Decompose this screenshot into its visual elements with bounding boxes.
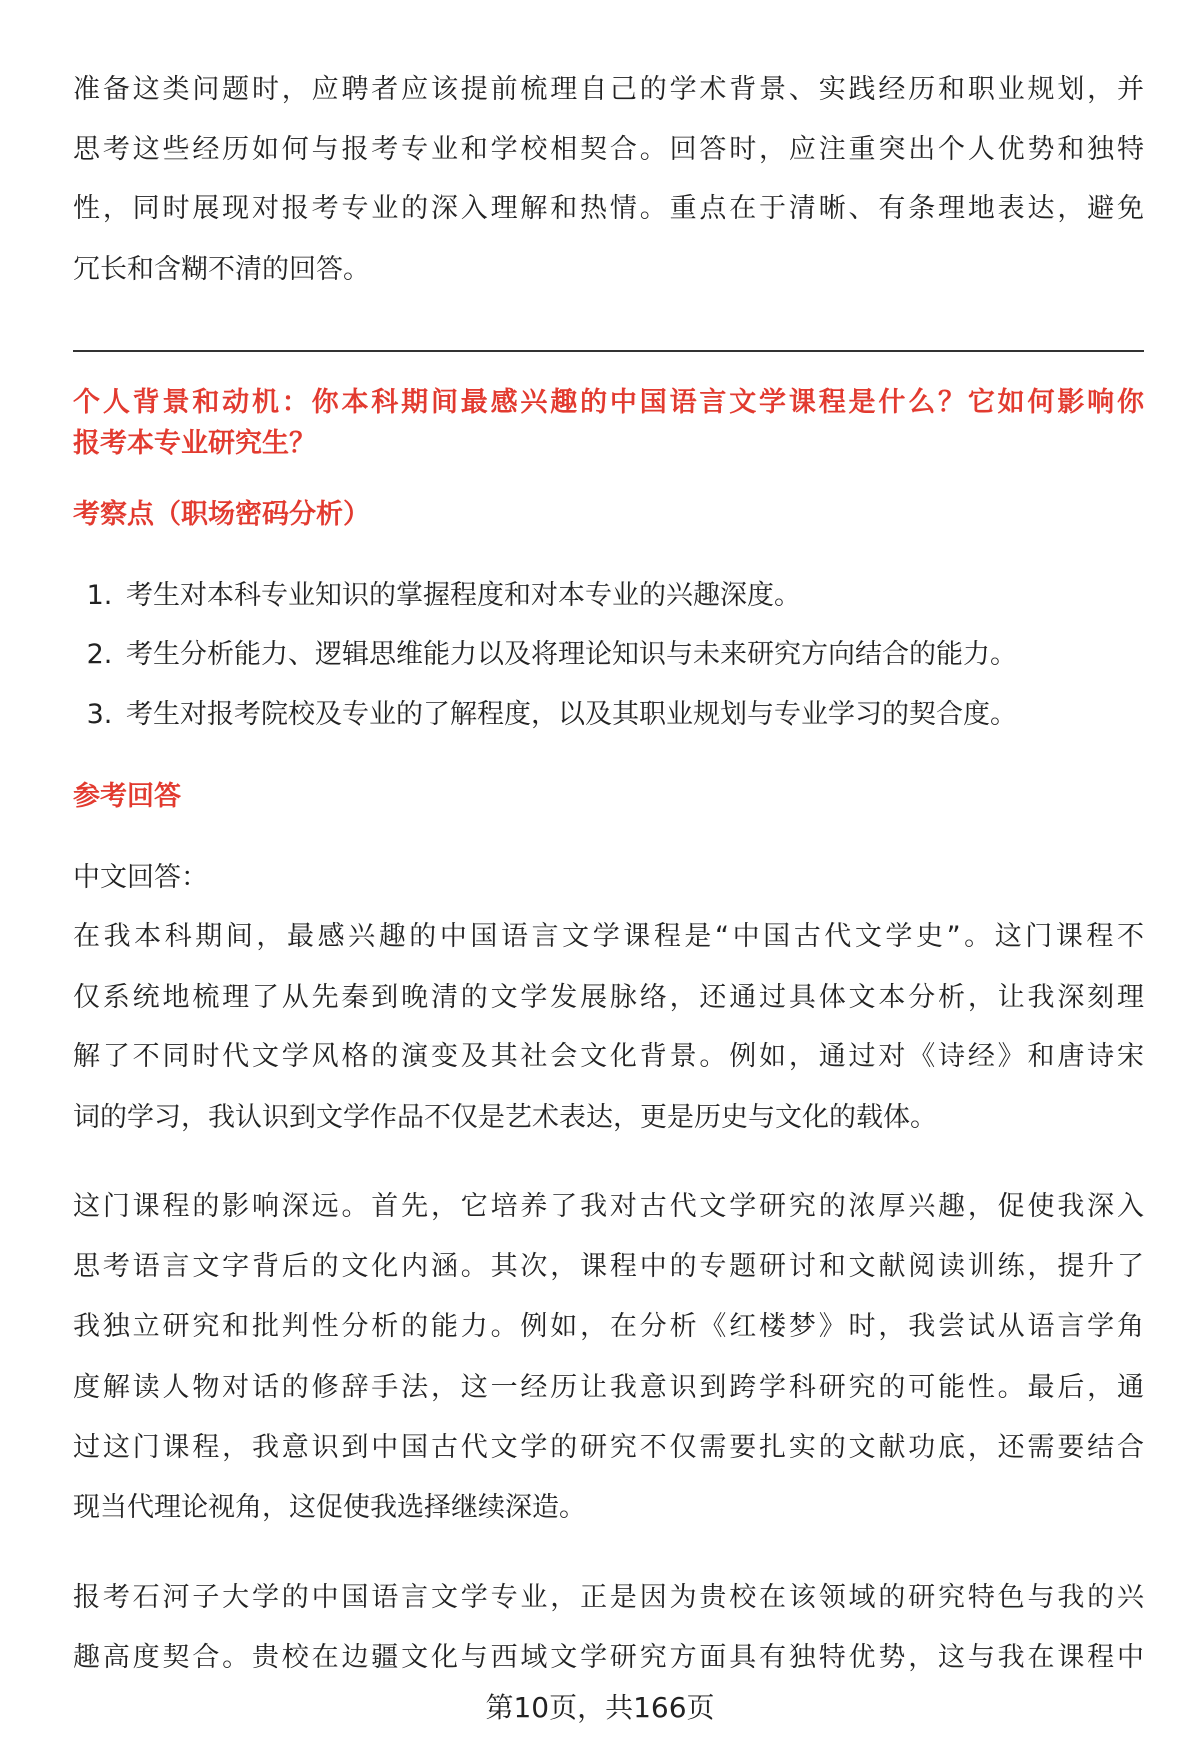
list-text: 考生对报考院校及专业的了解程度，以及其职业规划与专业学习的契合度。 [126, 699, 1017, 730]
answer-heading: 参考回答 [73, 781, 181, 812]
answer-line: 现当代理论视角，这促使我选择继续深造。 [73, 1492, 586, 1523]
answer-line: 我独立研究和批判性分析的能力。例如，在分析《红楼梦》时，我尝试从语言学角 [73, 1311, 1144, 1342]
intro-line: 准备这类问题时，应聘者应该提前梳理自己的学术背景、实践经历和职业规划，并 [73, 74, 1144, 105]
answer-line: 词的学习，我认识到文学作品不仅是艺术表达，更是历史与文化的载体。 [73, 1102, 937, 1133]
divider [73, 350, 1144, 352]
answer-label: 中文回答： [73, 862, 208, 893]
question-heading: 报考本专业研究生？ [73, 428, 316, 459]
question-heading: 个人背景和动机：你本科期间最感兴趣的中国语言文学课程是什么？它如何影响你 [73, 387, 1144, 418]
list-number: 2. [86, 639, 113, 670]
answer-line: 仅系统地梳理了从先秦到晚清的文学发展脉络，还通过具体文本分析，让我深刻理 [73, 982, 1144, 1013]
answer-line: 过这门课程，我意识到中国古代文学的研究不仅需要扎实的文献功底，还需要结合 [73, 1432, 1144, 1463]
analysis-list-item [73, 566, 801, 626]
page-footer: 第10页，共166页 [485, 1691, 715, 1724]
intro-line: 冗长和含糊不清的回答。 [73, 254, 370, 285]
answer-line: 在我本科期间，最感兴趣的中国语言文学课程是“中国古代文学史”。这门课程不 [73, 921, 1144, 952]
intro-line: 思考这些经历如何与报考专业和学校相契合。回答时，应注重突出个人优势和独特 [73, 134, 1144, 165]
intro-line: 性，同时展现对报考专业的深入理解和热情。重点在于清晰、有条理地表达，避免 [73, 193, 1144, 224]
answer-line: 报考石河子大学的中国语言文学专业，正是因为贵校在该领域的研究特色与我的兴 [73, 1582, 1144, 1613]
answer-line: 度解读人物对话的修辞手法，这一经历让我意识到跨学科研究的可能性。最后，通 [73, 1372, 1144, 1403]
analysis-list-item [73, 625, 1017, 685]
answer-line: 趣高度契合。贵校在边疆文化与西域文学研究方面具有独特优势，这与我在课程中 [73, 1642, 1144, 1673]
list-number: 3. [86, 699, 113, 730]
answer-line: 解了不同时代文学风格的演变及其社会文化背景。例如，通过对《诗经》和唐诗宋 [73, 1041, 1144, 1072]
list-text: 考生对本科专业知识的掌握程度和对本专业的兴趣深度。 [126, 580, 801, 611]
answer-line: 思考语言文字背后的文化内涵。其次，课程中的专题研讨和文献阅读训练，提升了 [73, 1251, 1144, 1282]
analysis-list-item [73, 685, 1017, 745]
answer-line: 这门课程的影响深远。首先，它培养了我对古代文学研究的浓厚兴趣，促使我深入 [73, 1191, 1144, 1222]
list-number: 1. [86, 580, 113, 611]
list-text: 考生分析能力、逻辑思维能力以及将理论知识与未来研究方向结合的能力。 [126, 639, 1017, 670]
analysis-heading: 考察点（职场密码分析） [73, 499, 370, 530]
